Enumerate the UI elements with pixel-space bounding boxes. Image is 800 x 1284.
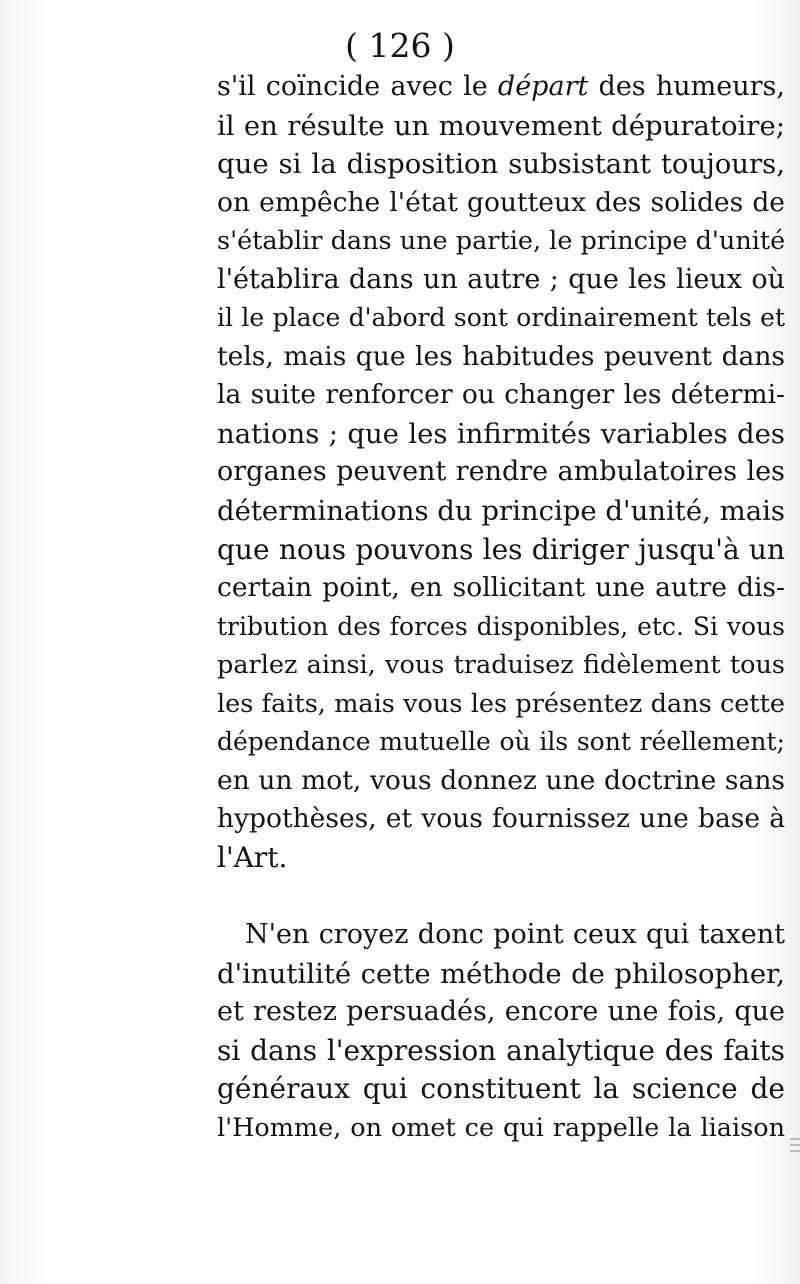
text-segment: parlez ainsi, vous traduisez fidèlement tous	[217, 650, 785, 681]
text-segment: la suite renforcer ou changer les détermi-	[217, 379, 785, 411]
text-segment: les faits, mais vous les présentez dans cette	[217, 688, 785, 719]
text-segment: des humeurs,	[588, 71, 785, 102]
paragraph-break	[217, 877, 785, 916]
text-line	[217, 1070, 785, 1109]
page-number: ( 126 )	[345, 26, 455, 65]
paragraph	[217, 68, 785, 877]
text-line	[217, 145, 785, 184]
text-segment: en un mot, vous donnez une doctrine sans	[217, 764, 785, 796]
text-line	[217, 569, 785, 608]
text-line	[217, 1032, 785, 1071]
text-segment: hypothèses, et vous fournissez une base à	[217, 803, 785, 835]
text-segment: dépendance mutuelle où ils sont réellement;	[217, 727, 785, 757]
text-segment: l'établira dans un autre ; que les lieux où	[217, 263, 785, 295]
text-segment: il en résulte un mouvement dépuratoire;	[217, 109, 785, 142]
text-line	[217, 916, 785, 955]
text-segment: généraux qui constituent la science de	[217, 1072, 785, 1106]
text-segment: tribution des forces disponibles, etc. Si vous	[217, 611, 785, 641]
text-line	[217, 222, 785, 261]
text-segment: l'Art.	[217, 840, 288, 874]
text-segment: tels, mais que les habitudes peuvent dans	[217, 340, 785, 372]
text-segment: s'il coïncide avec le	[217, 71, 498, 102]
text-line	[217, 299, 785, 338]
text-line	[217, 955, 785, 994]
text-line	[217, 1109, 785, 1148]
paragraph	[217, 916, 785, 1147]
text-line	[217, 646, 785, 685]
text-segment: N'en croyez donc point ceux qui taxent	[245, 919, 785, 951]
text-segment: organes peuvent rendre ambulatoires les	[217, 456, 785, 488]
body-text	[217, 68, 785, 1147]
text-line	[217, 839, 785, 878]
text-line	[217, 723, 785, 762]
text-segment: il le place d'abord sont ordinairement tels et	[217, 303, 785, 333]
text-segment: certain point, en sollicitant une autre dis-	[217, 572, 785, 604]
text-line	[217, 338, 785, 377]
text-line	[217, 184, 785, 223]
scan-edge-mark	[790, 1138, 800, 1140]
text-line	[217, 993, 785, 1032]
text-line	[217, 800, 785, 839]
text-line	[217, 453, 785, 492]
text-line	[217, 107, 785, 146]
italic-word: départ	[497, 71, 589, 102]
text-line	[217, 492, 785, 531]
text-line	[217, 608, 785, 647]
text-line	[217, 531, 785, 570]
text-line	[217, 415, 785, 454]
text-segment: d'inutilité cette méthode de philosopher,	[217, 957, 785, 990]
text-line	[217, 685, 785, 724]
text-segment: déterminations du principe d'unité, mais	[217, 495, 785, 528]
text-segment: que nous pouvons les diriger jusqu'à un	[217, 532, 785, 566]
text-line	[217, 762, 785, 801]
text-line	[217, 68, 785, 107]
scan-edge-mark	[790, 1150, 800, 1152]
text-segment: et restez persuadés, encore une fois, que	[217, 996, 785, 1028]
text-line	[217, 261, 785, 300]
text-segment: l'Homme, on omet ce qui rappelle la liaison	[217, 1112, 785, 1143]
text-segment: s'établir dans une partie, le principe d'unité	[217, 226, 786, 257]
text-line	[217, 376, 785, 415]
text-segment: si dans l'expression analytique des faits	[217, 1033, 785, 1067]
text-segment: que si la disposition subsistant toujours,	[217, 148, 785, 181]
scan-edge-mark	[790, 1144, 800, 1146]
text-segment: on empêche l'état goutteux des solides de	[217, 186, 785, 218]
text-segment: nations ; que les infirmités variables des	[217, 417, 785, 450]
